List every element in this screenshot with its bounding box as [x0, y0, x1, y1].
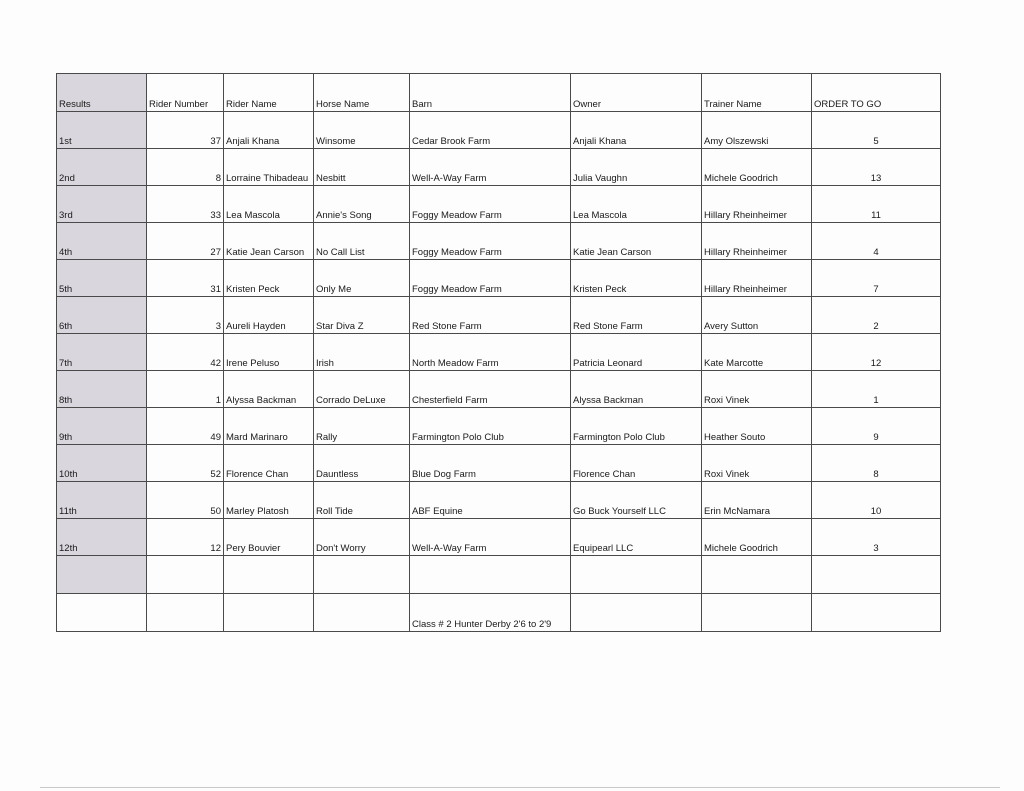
- table-row: [57, 112, 941, 149]
- footer-row: [57, 594, 941, 632]
- empty-cell: [812, 594, 941, 632]
- cell-owner: Go Buck Yourself LLC: [571, 482, 702, 519]
- cell-owner: Patricia Leonard: [571, 334, 702, 371]
- cell-owner: Farmington Polo Club: [571, 408, 702, 445]
- header-rider-number: Rider Number: [147, 74, 224, 112]
- cell-barn: Blue Dog Farm: [410, 445, 571, 482]
- cell-result: 7th: [57, 334, 147, 371]
- empty-cell: [571, 556, 702, 594]
- cell-owner: Alyssa Backman: [571, 371, 702, 408]
- cell-rider-number: 1: [147, 371, 224, 408]
- cell-rider-name: Lea Mascola: [224, 186, 314, 223]
- cell-order-to-go: 10: [812, 482, 941, 519]
- empty-cell: [57, 556, 147, 594]
- cell-owner: Red Stone Farm: [571, 297, 702, 334]
- header-horse-name: Horse Name: [314, 74, 410, 112]
- table-row: [57, 334, 941, 371]
- cell-rider-name: Lorraine Thibadeau: [224, 149, 314, 186]
- empty-cell: [224, 556, 314, 594]
- results-body: [57, 112, 941, 632]
- table-row: [57, 186, 941, 223]
- cell-barn: Well-A-Way Farm: [410, 519, 571, 556]
- cell-order-to-go: 2: [812, 297, 941, 334]
- cell-trainer-name: Michele Goodrich: [702, 149, 812, 186]
- cell-barn: Farmington Polo Club: [410, 408, 571, 445]
- cell-result: 1st: [57, 112, 147, 149]
- empty-cell: [224, 594, 314, 632]
- cell-result: 11th: [57, 482, 147, 519]
- cell-result: 10th: [57, 445, 147, 482]
- cell-owner: Katie Jean Carson: [571, 223, 702, 260]
- cell-horse-name: Star Diva Z: [314, 297, 410, 334]
- cell-order-to-go: 3: [812, 519, 941, 556]
- cell-trainer-name: Hillary Rheinheimer: [702, 260, 812, 297]
- cell-result: 8th: [57, 371, 147, 408]
- scan-edge-line: [40, 787, 1000, 788]
- header-trainer-name: Trainer Name: [702, 74, 812, 112]
- cell-rider-number: 42: [147, 334, 224, 371]
- cell-rider-name: Kristen Peck: [224, 260, 314, 297]
- cell-rider-name: Mard Marinaro: [224, 408, 314, 445]
- cell-rider-name: Irene Peluso: [224, 334, 314, 371]
- cell-horse-name: Corrado DeLuxe: [314, 371, 410, 408]
- header-rider-name: Rider Name: [224, 74, 314, 112]
- table-row: [57, 371, 941, 408]
- cell-barn: Red Stone Farm: [410, 297, 571, 334]
- cell-rider-number: 27: [147, 223, 224, 260]
- table-row: [57, 149, 941, 186]
- cell-barn: Well-A-Way Farm: [410, 149, 571, 186]
- cell-order-to-go: 8: [812, 445, 941, 482]
- header-owner: Owner: [571, 74, 702, 112]
- cell-rider-name: Alyssa Backman: [224, 371, 314, 408]
- cell-horse-name: No Call List: [314, 223, 410, 260]
- cell-horse-name: Dauntless: [314, 445, 410, 482]
- cell-order-to-go: 7: [812, 260, 941, 297]
- cell-rider-name: Florence Chan: [224, 445, 314, 482]
- header-row: [57, 74, 941, 112]
- table-row: [57, 408, 941, 445]
- cell-horse-name: Rally: [314, 408, 410, 445]
- empty-cell: [812, 556, 941, 594]
- header-barn: Barn: [410, 74, 571, 112]
- cell-rider-number: 12: [147, 519, 224, 556]
- cell-trainer-name: Amy Olszewski: [702, 112, 812, 149]
- cell-result: 3rd: [57, 186, 147, 223]
- table-row: [57, 297, 941, 334]
- cell-trainer-name: Hillary Rheinheimer: [702, 223, 812, 260]
- table-row: [57, 223, 941, 260]
- cell-owner: Lea Mascola: [571, 186, 702, 223]
- cell-rider-number: 31: [147, 260, 224, 297]
- cell-order-to-go: 11: [812, 186, 941, 223]
- cell-rider-number: 37: [147, 112, 224, 149]
- cell-rider-name: Katie Jean Carson: [224, 223, 314, 260]
- cell-result: 6th: [57, 297, 147, 334]
- cell-horse-name: Winsome: [314, 112, 410, 149]
- empty-cell: [410, 556, 571, 594]
- cell-barn: Foggy Meadow Farm: [410, 260, 571, 297]
- cell-barn: Cedar Brook Farm: [410, 112, 571, 149]
- table-row: [57, 482, 941, 519]
- cell-order-to-go: 9: [812, 408, 941, 445]
- cell-rider-number: 49: [147, 408, 224, 445]
- cell-owner: Anjali Khana: [571, 112, 702, 149]
- cell-order-to-go: 5: [812, 112, 941, 149]
- cell-horse-name: Annie's Song: [314, 186, 410, 223]
- cell-rider-number: 33: [147, 186, 224, 223]
- empty-cell: [571, 594, 702, 632]
- empty-cell: [702, 556, 812, 594]
- cell-trainer-name: Michele Goodrich: [702, 519, 812, 556]
- cell-order-to-go: 4: [812, 223, 941, 260]
- cell-barn: ABF Equine: [410, 482, 571, 519]
- cell-rider-name: Aureli Hayden: [224, 297, 314, 334]
- cell-rider-name: Marley Platosh: [224, 482, 314, 519]
- cell-horse-name: Only Me: [314, 260, 410, 297]
- class-label: Class # 2 Hunter Derby 2'6 to 2'9: [410, 594, 571, 632]
- empty-row: [57, 556, 941, 594]
- cell-barn: Foggy Meadow Farm: [410, 186, 571, 223]
- cell-barn: Foggy Meadow Farm: [410, 223, 571, 260]
- cell-rider-name: Anjali Khana: [224, 112, 314, 149]
- empty-cell: [702, 594, 812, 632]
- cell-horse-name: Irish: [314, 334, 410, 371]
- empty-cell: [314, 556, 410, 594]
- table-row: [57, 445, 941, 482]
- header-order-to-go: ORDER TO GO: [812, 74, 941, 112]
- cell-trainer-name: Kate Marcotte: [702, 334, 812, 371]
- table-row: [57, 519, 941, 556]
- header-results: Results: [57, 74, 147, 112]
- table-row: [57, 260, 941, 297]
- cell-barn: North Meadow Farm: [410, 334, 571, 371]
- cell-result: 5th: [57, 260, 147, 297]
- cell-trainer-name: Avery Sutton: [702, 297, 812, 334]
- cell-rider-number: 50: [147, 482, 224, 519]
- cell-result: 12th: [57, 519, 147, 556]
- cell-trainer-name: Heather Souto: [702, 408, 812, 445]
- cell-order-to-go: 13: [812, 149, 941, 186]
- cell-owner: Julia Vaughn: [571, 149, 702, 186]
- cell-rider-number: 52: [147, 445, 224, 482]
- cell-rider-name: Pery Bouvier: [224, 519, 314, 556]
- cell-trainer-name: Roxi Vinek: [702, 371, 812, 408]
- empty-cell: [314, 594, 410, 632]
- empty-cell: [147, 594, 224, 632]
- cell-trainer-name: Erin McNamara: [702, 482, 812, 519]
- cell-trainer-name: Roxi Vinek: [702, 445, 812, 482]
- empty-cell: [57, 594, 147, 632]
- cell-horse-name: Roll Tide: [314, 482, 410, 519]
- cell-order-to-go: 1: [812, 371, 941, 408]
- cell-barn: Chesterfield Farm: [410, 371, 571, 408]
- cell-owner: Florence Chan: [571, 445, 702, 482]
- cell-result: 9th: [57, 408, 147, 445]
- cell-result: 2nd: [57, 149, 147, 186]
- cell-rider-number: 3: [147, 297, 224, 334]
- cell-rider-number: 8: [147, 149, 224, 186]
- cell-result: 4th: [57, 223, 147, 260]
- cell-horse-name: Nesbitt: [314, 149, 410, 186]
- results-table: [56, 73, 941, 632]
- cell-order-to-go: 12: [812, 334, 941, 371]
- cell-horse-name: Don't Worry: [314, 519, 410, 556]
- empty-cell: [147, 556, 224, 594]
- cell-trainer-name: Hillary Rheinheimer: [702, 186, 812, 223]
- cell-owner: Equipearl LLC: [571, 519, 702, 556]
- cell-owner: Kristen Peck: [571, 260, 702, 297]
